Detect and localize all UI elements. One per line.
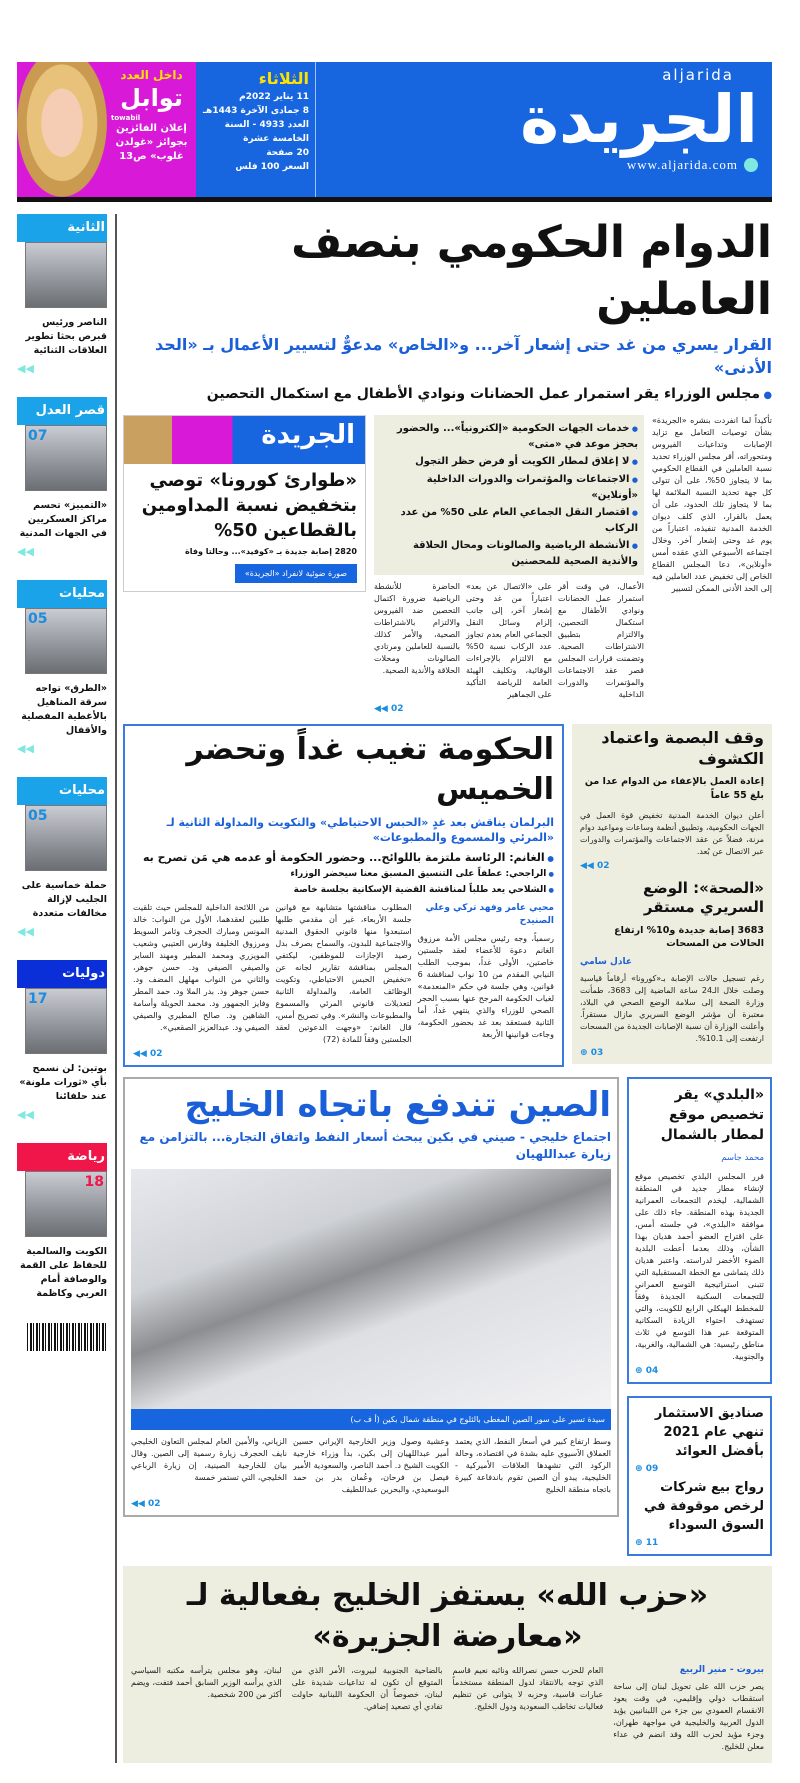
masthead-rule xyxy=(17,197,772,202)
lead-body-right: تأكيداً لما انفردت بنشره «الجريدة» بشأن توصيات التعامل مع تزايد الإصابات وتداعيات الفيروس ومتحوراته، أقر مجلس الوزراء تحديد نسبة العاملين في القطاع الحكومي بما لا يتجاوز 50%، على أن تتولى كل جهة تحديد النسبة الملائمة لها بما لا يتجاوز تلك الحدود، على أن يعمل بالقرار، الذي كلف ديوان الخدمة المدنية تنفيذه، اعتباراً من يوم غد وحتى إشعار آخر. وخلال اجتماعه الأسبوعي الذي عقده أمس «أونلاين»، دعا المجلس القطاع الخاص إلى تخفيض عدد العاملين فيه إلى الحد الأدنى الممكن لتسيير xyxy=(652,415,772,593)
lead-point: ● الاجتماعات والمؤتمرات والدورات الداخلية «أونلاين» xyxy=(380,472,638,503)
teaser-caption: «الطرق» تواجه سرقة المناهيل بالأغطية المفصلية والأقفال xyxy=(21,683,107,736)
weekday: الثلاثاء xyxy=(258,69,309,88)
page-number: 17 xyxy=(28,991,48,1007)
page-ref[interactable]: 02 ◀◀ xyxy=(131,1498,161,1509)
lead-columns xyxy=(374,581,644,701)
parliament-bullet: ● الغانم: الرئاسة ملتزمة باللوائح... وحضور الحكومة أو عدمه هي مَن تصرح به xyxy=(133,850,554,865)
section-label: دوليات xyxy=(17,960,107,988)
airport-story xyxy=(627,1077,772,1384)
parliament-bullet: ● الشلاحي يعد طلباً لمناقشة القضية الإسكانية بجلسة خاصة xyxy=(133,884,554,897)
page-ref[interactable]: 03 ⊕ xyxy=(580,1047,604,1058)
lead-point: ● لا إغلاق لمطار الكويت أو فرض حظر التجول xyxy=(380,454,638,470)
second-row xyxy=(123,724,772,1067)
health-headline[interactable]: «الصحة»: الوضع السريري مستقر xyxy=(643,878,764,917)
hezbollah-story xyxy=(123,1566,772,1763)
china-columns xyxy=(131,1436,611,1496)
page-ref[interactable]: 11 ⊕ xyxy=(635,1538,659,1549)
page-number: 11 xyxy=(645,1538,659,1549)
photo-caption: سيدة تسير على سور الصين المغطى بالثلوج في منطقة شمال بكين (أ ف ب) xyxy=(131,1409,611,1430)
parliament-columns xyxy=(133,902,554,1046)
airport-byline: محمد جاسم xyxy=(721,1153,764,1164)
china-subhead: اجتماع خليجي - صيني في بكين يبحث أسعار النفط واتفاق التجارة... بالتزامن مع زيارة عبداللهيان xyxy=(139,1130,611,1161)
economy-headline[interactable]: صناديق الاستثمار تنهي عام 2021 بأفضل العوائد xyxy=(654,1406,764,1460)
section-label: محليات xyxy=(17,777,107,805)
supplement-latin: towabil xyxy=(111,114,141,122)
thumbnail-masthead xyxy=(124,416,365,464)
teaser-photo xyxy=(25,242,107,308)
lead-point: ● الأنشطة الرياضية والصالونات ومحال الحلاقة والأندية الصحية للمحصنين xyxy=(380,538,638,569)
teaser-caption: بوتين: لن نسمح بأي «ثورات ملونة» عند حلفائنا xyxy=(19,1063,107,1102)
section-label: الثانية xyxy=(17,214,107,242)
hezbollah-body: يصر حزب الله على تحويل لبنان إلى ساحة استقطاب دولي وإقليمي، في وقت يعود الانقسام العمودي بين جزء من اللبنانيين يؤيد الدول العربية والخليجية في مواجهة طهران، وجزء مؤيد لحزب الله وقد انضم في عداء معلن للخليج. xyxy=(613,1682,764,1752)
promo-text xyxy=(107,62,196,197)
lead-body-col: الأعمال، في وقت أقر استمرار عمل الحضانات ونوادي الأطفال مع استكمال التحصين، والالتزام بتطبيق الاشتراطات الصحية. وتضمنت قرارات المجلس قصر عقد الاجتماعات والمؤتمرات والدورات الداخلية xyxy=(558,581,644,699)
url-row xyxy=(326,157,758,173)
gregorian-date: 11 يناير 2022م xyxy=(239,92,309,102)
column-divider xyxy=(115,214,117,1763)
lead-middle xyxy=(374,415,644,714)
teaser-caption: حملة خماسية على الجليب لإزالة مخالفات متعددة xyxy=(21,880,107,919)
page-ref[interactable]: 02 ◀◀ xyxy=(374,703,404,714)
masthead-row xyxy=(17,62,772,197)
supplement-promo[interactable] xyxy=(17,62,196,197)
lead-body-col: الحاضرة للأنشطة الرياضية ضرورة اكتمال التحصين ضد الفيروس والالتزام بالاشتراطات الصحية، والأمر كذلك بالنسبة للعاملين ومرتادي الصالونات ومحلات الحلاقة والأندية الصحية. xyxy=(374,581,460,675)
more-arrow-icon[interactable]: ◀◀ xyxy=(17,925,34,938)
barcode xyxy=(27,1323,107,1351)
page-ref[interactable]: 09 ⊕ xyxy=(635,1464,659,1475)
page-number: 04 xyxy=(645,1366,659,1377)
great-wall-photo xyxy=(131,1169,611,1409)
logo-dot xyxy=(744,158,758,172)
main-column xyxy=(123,214,772,1763)
sidebar-teaser[interactable] xyxy=(17,214,107,375)
lead-row xyxy=(123,415,772,714)
more-arrow-icon[interactable]: ◀◀ xyxy=(17,1108,34,1121)
lead-headline[interactable]: الدوام الحكومي بنصف العاملين xyxy=(291,217,772,326)
civil-body: أعلن ديوان الخدمة المدنية تخفيض قوة العمل في الجهات الحكومية، وتطبيق أنظمة وساعات ومواعيد دوام مرنة، فضلاً عن عقد الاجتماعات والمؤتمرات والدورات عبر الاتصال عن بُعد. xyxy=(580,810,764,856)
masthead xyxy=(196,62,772,197)
thumbnail-headline: «طوارئ كورونا» توصي بتخفيض نسبة المداومين بالقطاعين 50% xyxy=(141,469,357,541)
promo-announcement: إعلان الفائزين بجوائز «غولدن غلوب» ص13 xyxy=(115,123,188,162)
civil-headline[interactable]: وقف البصمة واعتماد الكشوف xyxy=(601,727,764,768)
parliament-body: المطلوب مناقشتها متشابهة مع قوانين جلسة الأربعاء، غير أن مقدمي طلبها استبعدوا منها قانوني الحقوق المدنية والاجتماعية للبدون، والسماح بصرف بدل رصيد الإجازات للموظفين، ليكتفي المجلس بمناقشة تقارير لجانه عن «تخفيض الحبس الاحتياطي، وتكويت الوظائف العامة، والمداولة الثانية لتعديلات قانوني المرئي والمسموع والمطبوعات والنشر». وفي تصريح أمس، قال الغانم: «وجهت الدعوتين لعقد الجلستين وفقاً للمادة (72) xyxy=(275,903,412,1045)
issue-info xyxy=(196,62,316,197)
right-column xyxy=(627,1077,772,1556)
page-ref[interactable]: 02 ◀◀ xyxy=(580,860,610,871)
health-byline: عادل سامي xyxy=(580,956,632,967)
page-number: 05 xyxy=(28,808,48,824)
teaser-photo xyxy=(25,988,107,1054)
health-body: رغم تسجيل حالات الإصابة بـ«كورونا» أرقاماً قياسية وصلت خلال الـ24 ساعة الماضية إلى 3683، طمأنت وزارة الصحة إلى سلامة الوضع الصحي في البلاد، معتبرة أن مؤشر الوضع السريري مازال مستقراً. وأعلنت الوزارة أن نسبة الإصابات الجديدة من المسحات ارتفعت إلى 10.1%. xyxy=(580,973,765,1043)
section-label: رياضة xyxy=(17,1143,107,1171)
sidebar xyxy=(17,214,107,1763)
page-count: 20 صفحة xyxy=(266,148,309,158)
teaser-caption: الناصر ورئيس قبرص بحثا تطوير العلاقات الثنائية xyxy=(25,317,107,356)
sidebar-teaser[interactable] xyxy=(17,960,107,1121)
logo-block xyxy=(316,62,772,197)
page-number: 03 xyxy=(590,1047,604,1058)
health-subhead: 3683 إصابة جديدة و10% ارتفاع الحالات من المسحات xyxy=(614,924,764,950)
website-link[interactable]: www.aljarida.com xyxy=(626,156,738,172)
hezbollah-byline: بيروت - منير الربيع xyxy=(679,1665,764,1676)
lead-bullet: ● مجلس الوزراء يقر استمرار عمل الحضانات ونوادي الأطفال مع استكمال التحصين xyxy=(123,385,772,405)
lead-point: ● اقتصار النقل الجماعي العام على 50% من عدد الركاب xyxy=(380,505,638,536)
teaser-photo xyxy=(25,805,107,871)
parliament-bullet: ● الراجحي: عطفاً على التنسيق المسبق معنا سيحضر الوزراء xyxy=(133,868,554,881)
section-label: محليات xyxy=(17,580,107,608)
airport-headline[interactable]: «البلدي» يقر تخصيص موقع لمطار بالشمال xyxy=(660,1087,764,1144)
page-number: 05 xyxy=(28,611,48,627)
third-row xyxy=(123,1077,772,1556)
thumbnail-subhead: 2820 إصابة جديدة بـ «كوفيد»... وحالتا وفاة xyxy=(185,546,357,556)
china-body: وعشية وصول وزير الخارجية الإيراني حسين أمير عبداللهيان إلى بكين، بدأ وزراء خارجية الكويت الشيخ د. أحمد الناصر، والسعودية الأمير فيصل بن فرحان، وعُمان بدر بن حمد البوسعيدي، والبحرين عبداللطيف xyxy=(293,1436,449,1494)
sidebar-teaser[interactable] xyxy=(17,777,107,938)
page-ref[interactable]: 02 ◀◀ xyxy=(133,1049,163,1060)
hijri-date: 8 جمادى الآخرة 1443هـ xyxy=(202,106,309,116)
hezbollah-body: لبنان، وهو مجلس يترأسه مكتبه السياسي الذي يرأسه الوزير السابق أحمد فتفت، ويضم أكثر من 200 شخصية. xyxy=(131,1666,282,1700)
logo-latin: aljarida xyxy=(662,66,734,84)
teaser-photo xyxy=(25,608,107,674)
page-number: 18 xyxy=(84,1174,104,1190)
page-number: 02 xyxy=(147,1498,161,1509)
right-news-box xyxy=(572,724,772,1064)
inside-label: داخل العدد xyxy=(120,68,183,82)
newspaper-logo: الجريدة xyxy=(520,81,758,158)
teaser-photo xyxy=(25,1171,107,1237)
hezbollah-headline[interactable]: «حزب الله» يستفز الخليج بفعالية لـ «معارضة الجزيرة» xyxy=(186,1578,709,1654)
china-body: الزياني، والأمين العام لمجلس التعاون الخليجي نايف الحجرف زيارة رسمية إلى الصين. وقال بيان للخارجية الصينية، إن زيارة الرباعي الخليجي، التي تستمر خمسة xyxy=(131,1436,287,1482)
parliament-headline[interactable]: الحكومة تغيب غداً وتحضر الخميس xyxy=(186,731,554,808)
sidebar-teaser[interactable] xyxy=(17,397,107,558)
hezbollah-columns xyxy=(131,1665,764,1753)
parliament-subhead: البرلمان يناقش بعد غدٍ «الحبس الاحتياطي» والتكويت والمداولة الثانية لـ «المرئي والمسموع والمطبوعات» xyxy=(166,815,554,845)
page-number: 09 xyxy=(645,1464,659,1475)
celebrity-photo xyxy=(17,62,107,197)
page-number: 02 xyxy=(596,860,610,871)
civil-subhead: إعادة العمل بالإعفاء من الدوام عدا من بلغ 55 عاماً xyxy=(584,776,764,801)
content xyxy=(17,214,772,1763)
parliament-body: من اللائحة الداخلية للمجلس حيث تلقيت طلبين لعقدهما، الأول من النواب: خالد المونس ومبارك الحجرف وثامر السويط ومرزوق الخليفة وفارس العتيبي وشعيب المويزري ومحمد المطير ومهند الساير والصيفي الصيفي ود. حسن جوهر، والثاني من النواب مهلهل المضف ود. حسن جوهر ود. بدر الملا ود. حمد المطر وفايز الجمهور ود. محمد الحويلة وأسامة الشاهين ود. صالح المطيري والصيفي الصيفي ود. عبدالعزيز الصقعبي». xyxy=(133,903,270,1033)
teaser-caption: الكويت والسالمية للحفاظ على القمة والوصافة أمام العربي وكاظمة xyxy=(20,1246,107,1299)
china-headline[interactable]: الصين تندفع باتجاه الخليج xyxy=(184,1085,611,1126)
page-ref[interactable]: 04 ⊕ xyxy=(635,1366,659,1377)
section-label: قصر العدل xyxy=(17,397,107,425)
sidebar-teaser[interactable] xyxy=(17,580,107,755)
page-number: 02 xyxy=(149,1049,163,1060)
parliament-byline: محيي عامر وفهد تركي وعلي الصنيدح xyxy=(425,903,554,926)
china-story xyxy=(123,1077,619,1516)
page-number: 07 xyxy=(28,428,48,444)
thumbnail-caption: صورة ضوئية لانفراد «الجريدة» xyxy=(235,564,357,583)
china-body: وسط ارتفاع كبير في أسعار النفط، الذي يعتمد العملاق الآسيوي عليه بشدة في اقتصاده، وحالة الركود التي تشهدها العلاقات الأميركية - الخليجية، يبدو أن الصين تقوم باندفاعة كبيرة باتجاه منطقة الخليج xyxy=(455,1436,611,1494)
teaser-photo xyxy=(25,425,107,491)
hezbollah-body: العام للحزب حسن نصرالله ونائبه نعيم قاسم الذي توجه بالانتقاد لدول المنطقة مستخدماً عبارات قاسية، وحزبه لا يتوانى عن تنظيم فعاليات تخاطب السعودية ودول الخليج. xyxy=(452,1666,604,1712)
parliament-story xyxy=(123,724,564,1067)
page-number: 02 xyxy=(390,703,404,714)
price: السعر 100 فلس xyxy=(235,162,309,172)
more-arrow-icon[interactable]: ◀◀ xyxy=(17,362,34,375)
hezbollah-body: بالضاحية الجنوبية لبيروت، الأمر الذي من المتوقع أن تكون له تداعيات شديدة على لبنان، خصوصاً أن الحكومة اللبنانية حاولت تفادي أي تصعيد إضافي. xyxy=(291,1666,443,1712)
front-page-thumbnail xyxy=(123,415,366,592)
lead-points-box xyxy=(374,415,644,575)
teaser-caption: «التمييز» تحسم مراكز العسكريين في الجهات المدنية xyxy=(19,500,107,539)
airport-body: قرر المجلس البلدي تخصيص موقع لإنشاء مطار جديد في المنطقة الشمالية، ليخدم التجمعات العمرانية الجديدة بهذه المنطقة. جاء ذلك على موافقة «البلدي»، في جلسته أمس، على اقتراح العضو أحمد هديان بهذا الشأن، وذلك بعدما أعطت البلدية الضوء الأخضر لدراسته. واعتبر هديان ذلك يتماشى مع الخطة المستقبلية التي تتبنى استراتيجية التوسع العمراني للتجمعات السكنية الجديدة وفقاً للمخطط الهيكلي الرابع للكويت، والتي تستهدف احتواء الزيادة السكانية المتوقعة عبر هذا التوسع في ثلاث مناطق رئيسية: هي الشمالية، والغربية، والجنوبية. xyxy=(635,1172,764,1362)
more-arrow-icon[interactable]: ◀◀ xyxy=(17,742,34,755)
economy-briefs xyxy=(627,1396,772,1556)
parliament-body: رسمياً، وجه رئيس مجلس الأمة مرزوق الغانم دعوة للأعضاء لعقد جلستين خاصتين، الأولى غداً، بموجب الطلب النيابي المقدم من 10 نواب لمناقشة 6 قوانين، وهي جلسة في حكم «المنعدمة» لغياب الحكومة المرجح عنها بسبب الحجر الصحي للوزراء والذي ينتهي غداً، أما الثانية فستعقد بعد غد بحضور الحكومة، وجاءت قوانينها الأربعة xyxy=(417,934,555,1040)
lead-subhead: القرار يسري من غد حتى إشعار آخر... و«الخاص» مدعوٌّ لتسيير الأعمال بـ «الحد الأدنى» xyxy=(155,335,772,377)
economy-headline[interactable]: رواج بيع شركات لرخص موقوفة في السوق السوداء xyxy=(643,1480,764,1534)
thumbnail-logo: الجريدة xyxy=(261,419,355,450)
lead-point: ● خدمات الجهات الحكومية «إلكترونياً»... والحضور بحجز موعد في «متى» xyxy=(380,421,638,452)
supplement-title: توابل xyxy=(120,84,183,112)
issue-number: العدد 4933 - السنة الخامسة عشرة xyxy=(224,120,309,144)
lead-body-col: على «الاتصال عن بعد» اعتباراً من غد وحتى إشعار آخر، إلى جانب إلزام وسائل النقل الجماعي العام بعدم تجاوز عدد الركاب نسبة 50% مع الالتزام بالإجراءات الوقائية، وتكليف الهيئة العامة للرياضة التأكيد على الجماهير xyxy=(466,581,552,699)
sidebar-teaser[interactable] xyxy=(17,1143,107,1301)
more-arrow-icon[interactable]: ◀◀ xyxy=(17,545,34,558)
